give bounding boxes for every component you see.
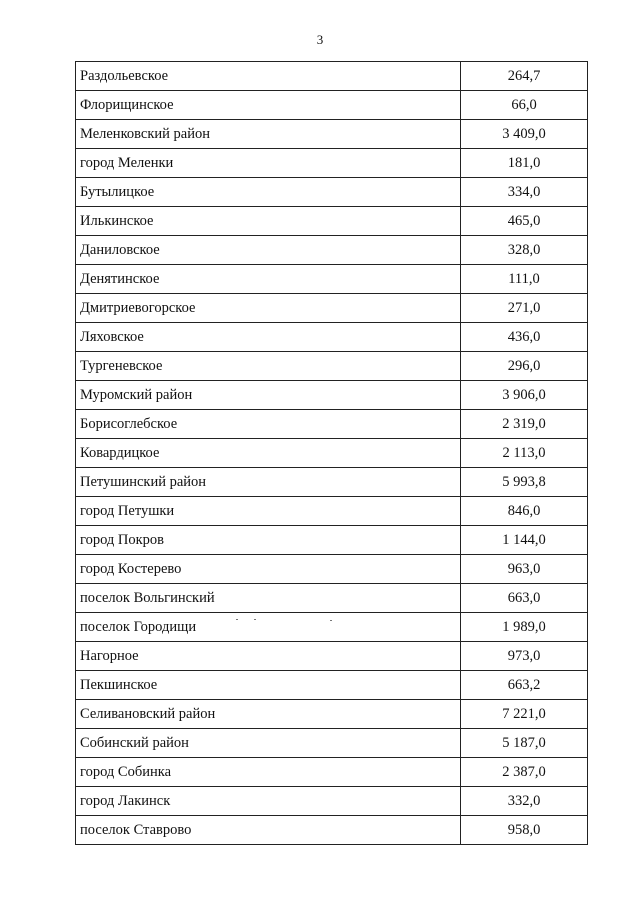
row-name-cell: Нагорное [76,642,461,671]
row-name-cell: город Костерево [76,555,461,584]
table-row [76,207,588,236]
row-value-cell: 663,0 [461,584,588,613]
row-name-cell: Борисоглебское [76,410,461,439]
row-name-cell: Ковардицкое [76,439,461,468]
data-table [75,61,588,845]
table-row [76,497,588,526]
table-body [76,62,588,845]
row-name-cell: Раздольевское [76,62,461,91]
table-row [76,758,588,787]
table-row [76,584,588,613]
table-row [76,265,588,294]
row-value-cell: 264,7 [461,62,588,91]
row-name-cell: город Меленки [76,149,461,178]
row-value-cell: 973,0 [461,642,588,671]
row-value-cell: 2 387,0 [461,758,588,787]
row-name-cell: Тургеневское [76,352,461,381]
row-value-cell: 846,0 [461,497,588,526]
row-name-cell: поселок Ставрово [76,816,461,845]
table-row [76,816,588,845]
table-row [76,178,588,207]
row-name-cell: Собинский район [76,729,461,758]
row-name-cell: Селивановский район [76,700,461,729]
table-row [76,468,588,497]
table-row [76,236,588,265]
row-value-cell: 3 409,0 [461,120,588,149]
row-name-cell: Денятинское [76,265,461,294]
row-name-cell: город Покров [76,526,461,555]
row-name-cell: Петушинский район [76,468,461,497]
row-value-cell: 2 319,0 [461,410,588,439]
row-value-cell: 465,0 [461,207,588,236]
table-row [76,91,588,120]
row-value-cell: 5 993,8 [461,468,588,497]
row-value-cell: 328,0 [461,236,588,265]
row-value-cell: 436,0 [461,323,588,352]
row-value-cell: 332,0 [461,787,588,816]
table-row [76,671,588,700]
row-value-cell: 5 187,0 [461,729,588,758]
table-row [76,526,588,555]
row-name-cell: город Собинка [76,758,461,787]
table-row [76,62,588,91]
table-row [76,700,588,729]
row-name-cell: поселок Вольгинский [76,584,461,613]
table-row [76,294,588,323]
table-row [76,613,588,642]
row-name-cell: Муромский район [76,381,461,410]
scan-speck [236,619,238,620]
row-name-cell: город Лакинск [76,787,461,816]
scan-speck [254,619,256,620]
table-row [76,381,588,410]
row-name-cell: поселок Городищи [76,613,461,642]
row-value-cell: 181,0 [461,149,588,178]
row-value-cell: 7 221,0 [461,700,588,729]
row-value-cell: 958,0 [461,816,588,845]
table-row [76,149,588,178]
row-value-cell: 1 989,0 [461,613,588,642]
row-name-cell: Даниловское [76,236,461,265]
row-value-cell: 663,2 [461,671,588,700]
row-value-cell: 1 144,0 [461,526,588,555]
row-value-cell: 271,0 [461,294,588,323]
row-value-cell: 963,0 [461,555,588,584]
table-row [76,410,588,439]
table-row [76,120,588,149]
table-row [76,729,588,758]
row-name-cell: Меленковский район [76,120,461,149]
row-value-cell: 296,0 [461,352,588,381]
row-name-cell: Ляховское [76,323,461,352]
row-name-cell: Бутылицкое [76,178,461,207]
row-value-cell: 111,0 [461,265,588,294]
table-row [76,642,588,671]
row-name-cell: Дмитриевогорское [76,294,461,323]
row-name-cell: Пекшинское [76,671,461,700]
scan-speck [330,620,332,621]
table-row [76,323,588,352]
row-value-cell: 66,0 [461,91,588,120]
row-name-cell: город Петушки [76,497,461,526]
row-value-cell: 2 113,0 [461,439,588,468]
row-name-cell: Илькинское [76,207,461,236]
row-value-cell: 3 906,0 [461,381,588,410]
table-row [76,787,588,816]
table-row [76,439,588,468]
page-number: 3 [316,32,324,47]
table-row [76,555,588,584]
row-value-cell: 334,0 [461,178,588,207]
row-name-cell: Флорищинское [76,91,461,120]
table-row [76,352,588,381]
